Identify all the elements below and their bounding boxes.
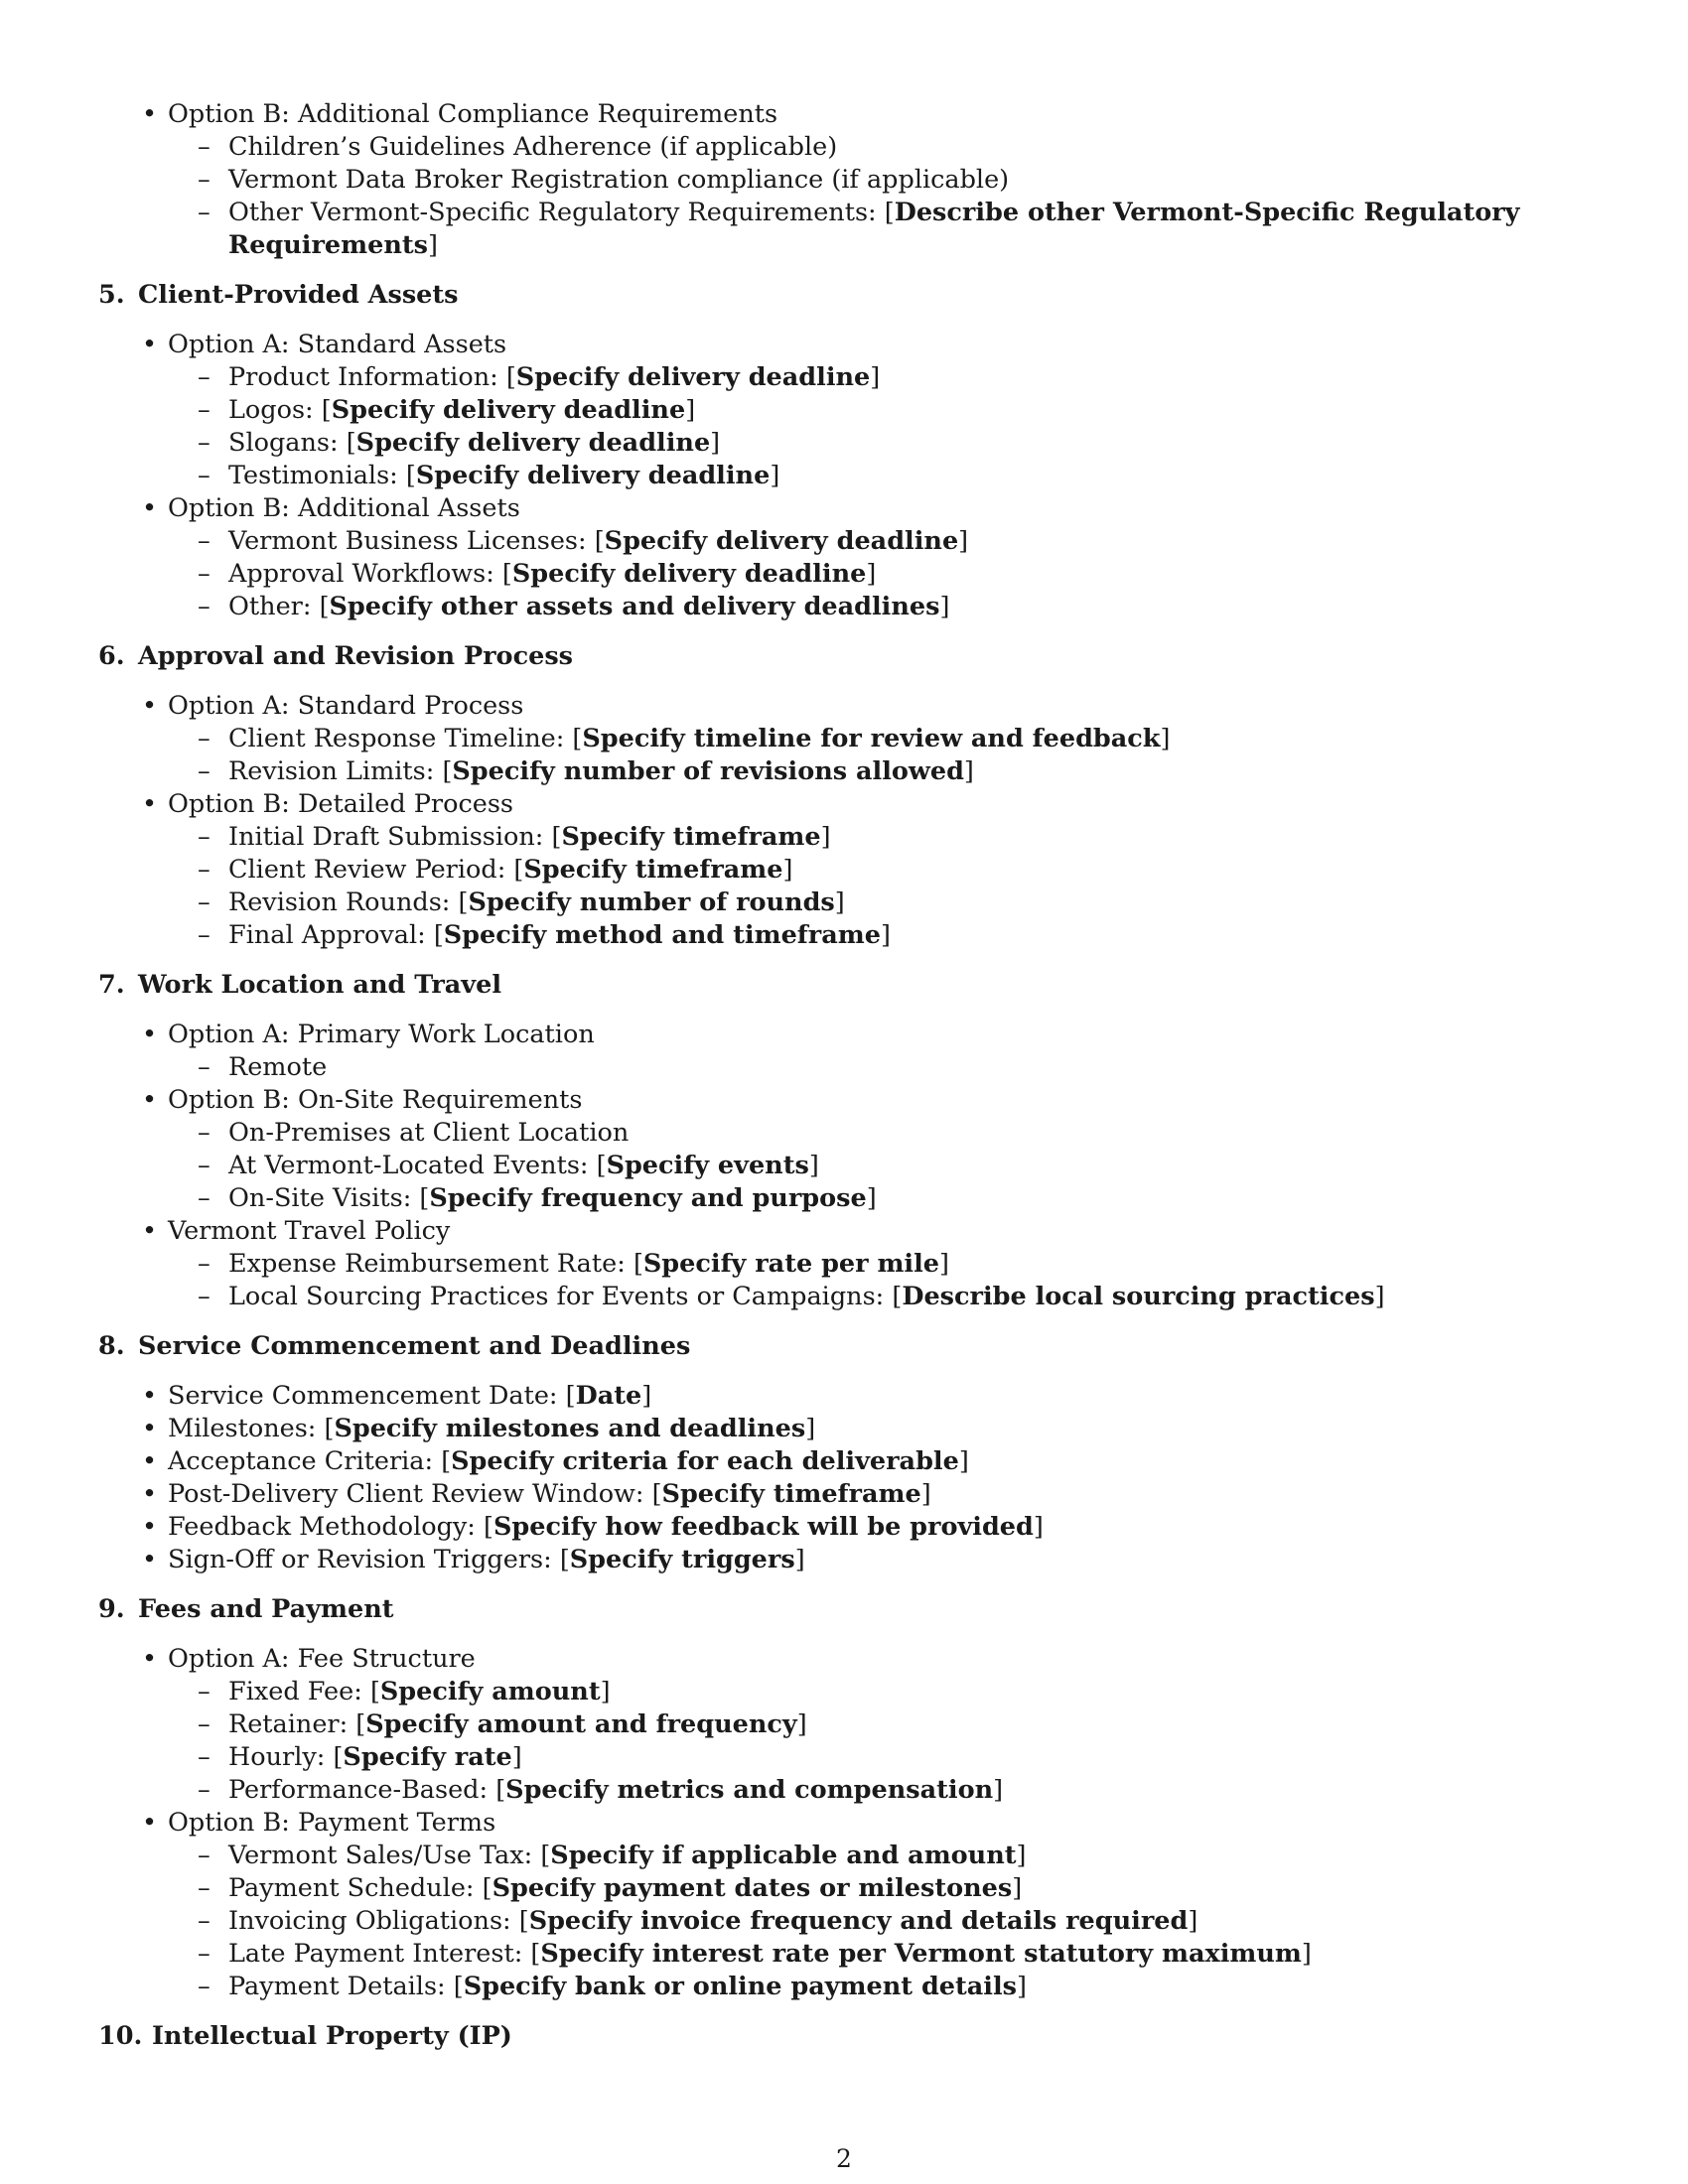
dash-mark: – xyxy=(198,592,211,621)
bracket-close: ] xyxy=(1012,1873,1023,1903)
bracket-close: ] xyxy=(939,1249,949,1279)
sub-bullet-item xyxy=(98,887,1588,919)
bracket-close: ] xyxy=(866,559,877,589)
bracket-close: ] xyxy=(600,1677,611,1706)
bullet-item xyxy=(98,690,1588,723)
bracket-open: [ xyxy=(530,1939,541,1969)
bullet-item xyxy=(98,1478,1588,1511)
bullet-item xyxy=(98,1445,1588,1478)
bullet-item xyxy=(98,1807,1588,1840)
bracket-close: ] xyxy=(920,1479,931,1509)
placeholder-text: Specify other assets and delivery deadlines xyxy=(329,592,940,621)
section-number: 8. xyxy=(98,1331,125,1361)
bullet-mark: • xyxy=(142,1545,158,1574)
bracket-open: [ xyxy=(333,1742,344,1772)
sub-bullet-item xyxy=(98,1676,1588,1708)
item-text: Option A: Primary Work Location xyxy=(168,1020,595,1049)
page-number: 2 xyxy=(836,2144,852,2173)
placeholder-text: Specify timeframe xyxy=(561,822,821,852)
item-text: Performance-Based: xyxy=(228,1775,496,1805)
item-text: Vermont Travel Policy xyxy=(168,1216,451,1246)
sub-bullet-item xyxy=(98,723,1588,755)
section-number: 7. xyxy=(98,970,125,1000)
sub-bullet-item xyxy=(98,460,1588,492)
bracket-close: ] xyxy=(958,1446,969,1476)
bracket-open: [ xyxy=(559,1545,570,1574)
dash-mark: – xyxy=(198,1742,211,1772)
bracket-close: ] xyxy=(685,395,696,425)
dash-mark: – xyxy=(198,920,211,950)
bullet-mark: • xyxy=(142,1808,158,1838)
placeholder-text: Specify rate per mile xyxy=(642,1249,940,1279)
dash-mark: – xyxy=(198,198,211,227)
item-text: Testimonials: xyxy=(228,461,406,490)
section-heading xyxy=(98,640,1588,673)
item-text: At Vermont-Located Events: xyxy=(228,1151,597,1180)
dash-mark: – xyxy=(198,1775,211,1805)
bracket-open: [ xyxy=(484,1512,493,1542)
placeholder-text: Specify number of rounds xyxy=(468,887,835,917)
bracket-close: ] xyxy=(511,1742,522,1772)
item-text: Option A: Standard Process xyxy=(168,691,524,721)
sub-bullet-item xyxy=(98,1708,1588,1741)
item-text: Local Sourcing Practices for Events or Campaigns: xyxy=(228,1282,893,1311)
placeholder-text: Specify payment dates or milestones xyxy=(492,1873,1013,1903)
bracket-open: [ xyxy=(594,526,605,556)
placeholder-text: Specify delivery deadline xyxy=(331,395,686,425)
sub-bullet-item xyxy=(98,1051,1588,1084)
bracket-open: [ xyxy=(572,724,583,753)
sub-bullet-item xyxy=(98,591,1588,623)
bullet-item xyxy=(98,1084,1588,1117)
bracket-open: [ xyxy=(355,1709,366,1739)
bracket-open: [ xyxy=(419,1183,430,1213)
section-title: Fees and Payment xyxy=(138,1594,394,1624)
bracket-close: ] xyxy=(958,526,969,556)
item-text: Post-Delivery Client Review Window: xyxy=(168,1479,652,1509)
bullet-item xyxy=(98,329,1588,361)
section-heading xyxy=(98,969,1588,1002)
dash-mark: – xyxy=(198,461,211,490)
item-text: Client Response Timeline: xyxy=(228,724,573,753)
bracket-open: [ xyxy=(633,1249,643,1279)
bracket-close: ] xyxy=(641,1381,652,1411)
sub-bullet-item xyxy=(98,1840,1588,1872)
bracket-close: ] xyxy=(782,855,793,885)
bracket-close: ] xyxy=(770,461,780,490)
sub-bullet-item xyxy=(98,427,1588,460)
bullet-mark: • xyxy=(142,691,158,721)
placeholder-text: Specify method and timeframe xyxy=(443,920,881,950)
bracket-close: ] xyxy=(866,1183,877,1213)
section-number: 9. xyxy=(98,1594,125,1624)
item-text: Vermont Sales/Use Tax: xyxy=(228,1841,541,1870)
dash-mark: – xyxy=(198,559,211,589)
bullet-mark: • xyxy=(142,1085,158,1115)
bracket-close: ] xyxy=(880,920,891,950)
document-body xyxy=(98,98,1588,2070)
dash-mark: – xyxy=(198,1052,211,1082)
item-text: Option B: Additional Compliance Requirements xyxy=(168,99,778,129)
item-text: Approval Workflows: xyxy=(228,559,502,589)
bullet-item xyxy=(98,98,1588,131)
bullet-mark: • xyxy=(142,1414,158,1443)
placeholder-text: Specify timeline for review and feedback xyxy=(582,724,1161,753)
sub-bullet-item xyxy=(98,755,1588,788)
item-text: Payment Schedule: xyxy=(228,1873,483,1903)
placeholder-text: Specify timeframe xyxy=(661,1479,921,1509)
bullet-item xyxy=(98,1215,1588,1248)
section-title: Intellectual Property (IP) xyxy=(152,2021,512,2051)
bracket-open: [ xyxy=(346,428,356,458)
dash-mark: – xyxy=(198,756,211,786)
dash-mark: – xyxy=(198,1939,211,1969)
bullet-mark: • xyxy=(142,1446,158,1476)
bracket-close: ] xyxy=(1017,1972,1027,2001)
item-text: Option B: Detailed Process xyxy=(168,789,514,819)
dash-mark: – xyxy=(198,1183,211,1213)
section-title: Approval and Revision Process xyxy=(138,641,574,671)
bracket-open: [ xyxy=(319,592,330,621)
item-text: Revision Limits: xyxy=(228,756,443,786)
sub-bullet-item xyxy=(98,1872,1588,1905)
bracket-close: ] xyxy=(870,362,881,392)
item-text: Slogans: xyxy=(228,428,347,458)
sub-bullet-item xyxy=(98,1774,1588,1807)
bracket-open: [ xyxy=(501,559,512,589)
section-number: 10. xyxy=(98,2021,143,2051)
placeholder-text: Specify triggers xyxy=(569,1545,795,1574)
sub-bullet-item xyxy=(98,1281,1588,1313)
bracket-open: [ xyxy=(442,756,453,786)
item-text: Expense Reimbursement Rate: xyxy=(228,1249,633,1279)
placeholder-text: Specify if applicable and amount xyxy=(550,1841,1017,1870)
placeholder-text: Specify amount xyxy=(379,1677,601,1706)
bracket-close: ] xyxy=(796,1709,807,1739)
item-text: Late Payment Interest: xyxy=(228,1939,531,1969)
section-title: Service Commencement and Deadlines xyxy=(138,1331,691,1361)
bracket-open: [ xyxy=(505,362,516,392)
item-text: Option A: Standard Assets xyxy=(168,330,507,359)
placeholder-text: Specify rate xyxy=(343,1742,512,1772)
dash-mark: – xyxy=(198,1151,211,1180)
dash-mark: – xyxy=(198,395,211,425)
bracket-close: ] xyxy=(963,756,974,786)
section-heading xyxy=(98,1593,1588,1626)
item-text: Client Review Period: xyxy=(228,855,514,885)
bracket-open: [ xyxy=(453,1972,464,2001)
sub-bullet-item xyxy=(98,394,1588,427)
placeholder-text: Specify events xyxy=(606,1151,809,1180)
bullet-mark: • xyxy=(142,1512,158,1542)
bracket-open: [ xyxy=(495,1775,506,1805)
bracket-open: [ xyxy=(405,461,416,490)
placeholder-text: Specify bank or online payment details xyxy=(463,1972,1018,2001)
dash-mark: – xyxy=(198,132,211,162)
placeholder-text: Specify milestones and deadlines xyxy=(334,1414,806,1443)
placeholder-text: Specify timeframe xyxy=(523,855,783,885)
bracket-open: [ xyxy=(369,1677,380,1706)
sub-bullet-item xyxy=(98,1150,1588,1182)
item-text: Other Vermont-Specific Regulatory Requirements: xyxy=(228,198,885,227)
bracket-open: [ xyxy=(596,1151,607,1180)
item-text: Vermont Business Licenses: xyxy=(228,526,595,556)
placeholder-text: Specify invoice frequency and details required xyxy=(528,1906,1189,1936)
dash-mark: – xyxy=(198,526,211,556)
item-text: Service Commencement Date: xyxy=(168,1381,566,1411)
item-text: Fixed Fee: xyxy=(228,1677,370,1706)
sub-bullet-item xyxy=(98,1741,1588,1774)
bracket-open: [ xyxy=(565,1381,576,1411)
item-text: Vermont Data Broker Registration compliance (if applicable) xyxy=(228,165,1010,195)
bullet-item xyxy=(98,1643,1588,1676)
placeholder-text: Specify delivery deadline xyxy=(415,461,771,490)
bullet-item xyxy=(98,1413,1588,1445)
placeholder-text: Specify criteria for each deliverable xyxy=(451,1446,959,1476)
item-text: On-Premises at Client Location xyxy=(228,1118,630,1148)
item-text: Acceptance Criteria: xyxy=(168,1446,442,1476)
bracket-open: [ xyxy=(892,1282,903,1311)
bullet-mark: • xyxy=(142,1479,158,1509)
sub-bullet-item xyxy=(98,131,1588,164)
bracket-close: ] xyxy=(939,592,950,621)
sub-bullet-item xyxy=(98,854,1588,887)
placeholder-text: Specify how feedback will be provided xyxy=(492,1512,1034,1542)
sub-bullet-item xyxy=(98,197,1588,262)
dash-mark: – xyxy=(198,428,211,458)
placeholder-text: Describe other Vermont-Specific Regulatory Requirements xyxy=(228,198,1520,260)
dash-mark: – xyxy=(198,1677,211,1706)
section-title: Work Location and Travel xyxy=(138,970,502,1000)
bracket-close: ] xyxy=(1160,724,1171,753)
dash-mark: – xyxy=(198,724,211,753)
sub-bullet-item xyxy=(98,1971,1588,2003)
item-text: Milestones: xyxy=(168,1414,325,1443)
bullet-item xyxy=(98,1380,1588,1413)
item-text: Revision Rounds: xyxy=(228,887,459,917)
dash-mark: – xyxy=(198,887,211,917)
placeholder-text: Specify amount and frequency xyxy=(365,1709,797,1739)
bracket-close: ] xyxy=(1016,1841,1027,1870)
section-number: 6. xyxy=(98,641,125,671)
section-heading xyxy=(98,2020,1588,2053)
bracket-close: ] xyxy=(1033,1512,1044,1542)
placeholder-text: Specify delivery deadline xyxy=(355,428,711,458)
bullet-item xyxy=(98,1511,1588,1544)
dash-mark: – xyxy=(198,1873,211,1903)
placeholder-text: Specify delivery deadline xyxy=(515,362,871,392)
sub-bullet-item xyxy=(98,821,1588,854)
sub-bullet-item xyxy=(98,1248,1588,1281)
bullet-item xyxy=(98,1544,1588,1576)
bracket-close: ] xyxy=(428,230,438,260)
bracket-open: [ xyxy=(433,920,444,950)
placeholder-text: Specify delivery deadline xyxy=(511,559,867,589)
bracket-close: ] xyxy=(834,887,845,917)
item-text: Option B: On-Site Requirements xyxy=(168,1085,583,1115)
section-heading xyxy=(98,1330,1588,1363)
item-text: Final Approval: xyxy=(228,920,434,950)
dash-mark: – xyxy=(198,1249,211,1279)
placeholder-text: Specify metrics and compensation xyxy=(505,1775,994,1805)
dash-mark: – xyxy=(198,1906,211,1936)
item-text: Invoicing Obligations: xyxy=(228,1906,519,1936)
bullet-mark: • xyxy=(142,493,158,523)
item-text: Option A: Fee Structure xyxy=(168,1644,476,1674)
item-text: Hourly: xyxy=(228,1742,334,1772)
bracket-open: [ xyxy=(518,1906,529,1936)
sub-bullet-item xyxy=(98,1117,1588,1150)
bullet-item xyxy=(98,788,1588,821)
bracket-open: [ xyxy=(441,1446,452,1476)
item-text: Option B: Payment Terms xyxy=(168,1808,496,1838)
placeholder-text: Describe local sourcing practices xyxy=(902,1282,1375,1311)
bracket-open: [ xyxy=(321,395,332,425)
item-text: Option B: Additional Assets xyxy=(168,493,520,523)
bracket-open: [ xyxy=(551,822,562,852)
dash-mark: – xyxy=(198,362,211,392)
bracket-open: [ xyxy=(458,887,469,917)
item-text: Retainer: xyxy=(228,1709,356,1739)
bullet-mark: • xyxy=(142,330,158,359)
bullet-item xyxy=(98,492,1588,525)
dash-mark: – xyxy=(198,1841,211,1870)
item-text: Product Information: xyxy=(228,362,506,392)
bracket-close: ] xyxy=(820,822,831,852)
item-text: On-Site Visits: xyxy=(228,1183,420,1213)
bracket-open: [ xyxy=(540,1841,551,1870)
bracket-close: ] xyxy=(993,1775,1004,1805)
bullet-mark: • xyxy=(142,99,158,129)
item-text: Sign-Off or Revision Triggers: xyxy=(168,1545,560,1574)
sub-bullet-item xyxy=(98,919,1588,952)
dash-mark: – xyxy=(198,822,211,852)
section-title: Client-Provided Assets xyxy=(138,280,459,310)
bullet-item xyxy=(98,1019,1588,1051)
placeholder-text: Specify number of revisions allowed xyxy=(452,756,964,786)
dash-mark: – xyxy=(198,1118,211,1148)
item-text: Logos: xyxy=(228,395,322,425)
bracket-open: [ xyxy=(513,855,524,885)
sub-bullet-item xyxy=(98,164,1588,197)
sub-bullet-item xyxy=(98,361,1588,394)
dash-mark: – xyxy=(198,165,211,195)
bracket-close: ] xyxy=(1301,1939,1312,1969)
bullet-mark: • xyxy=(142,789,158,819)
dash-mark: – xyxy=(198,1972,211,2001)
bracket-close: ] xyxy=(1188,1906,1198,1936)
dash-mark: – xyxy=(198,1282,211,1311)
bracket-close: ] xyxy=(794,1545,805,1574)
bracket-close: ] xyxy=(710,428,721,458)
dash-mark: – xyxy=(198,1709,211,1739)
section-heading xyxy=(98,279,1588,312)
sub-bullet-item xyxy=(98,1182,1588,1215)
item-text: Initial Draft Submission: xyxy=(228,822,552,852)
sub-bullet-item xyxy=(98,525,1588,558)
sub-bullet-item xyxy=(98,558,1588,591)
item-text: Children’s Guidelines Adherence (if applicable) xyxy=(228,132,838,162)
bracket-open: [ xyxy=(324,1414,335,1443)
item-text: Payment Details: xyxy=(228,1972,454,2001)
item-text: Remote xyxy=(228,1052,328,1082)
bullet-mark: • xyxy=(142,1644,158,1674)
bracket-open: [ xyxy=(884,198,895,227)
bracket-open: [ xyxy=(651,1479,662,1509)
item-text: Other: xyxy=(228,592,320,621)
sub-bullet-item xyxy=(98,1905,1588,1938)
bracket-close: ] xyxy=(808,1151,819,1180)
bracket-close: ] xyxy=(1374,1282,1385,1311)
placeholder-text: Date xyxy=(575,1381,642,1411)
sub-bullet-item xyxy=(98,1938,1588,1971)
section-number: 5. xyxy=(98,280,125,310)
bracket-open: [ xyxy=(482,1873,492,1903)
bullet-mark: • xyxy=(142,1020,158,1049)
bullet-mark: • xyxy=(142,1381,158,1411)
bullet-mark: • xyxy=(142,1216,158,1246)
bracket-close: ] xyxy=(805,1414,816,1443)
placeholder-text: Specify frequency and purpose xyxy=(429,1183,867,1213)
placeholder-text: Specify delivery deadline xyxy=(604,526,959,556)
placeholder-text: Specify interest rate per Vermont statutory maximum xyxy=(540,1939,1302,1969)
dash-mark: – xyxy=(198,855,211,885)
item-text: Feedback Methodology: xyxy=(168,1512,485,1542)
